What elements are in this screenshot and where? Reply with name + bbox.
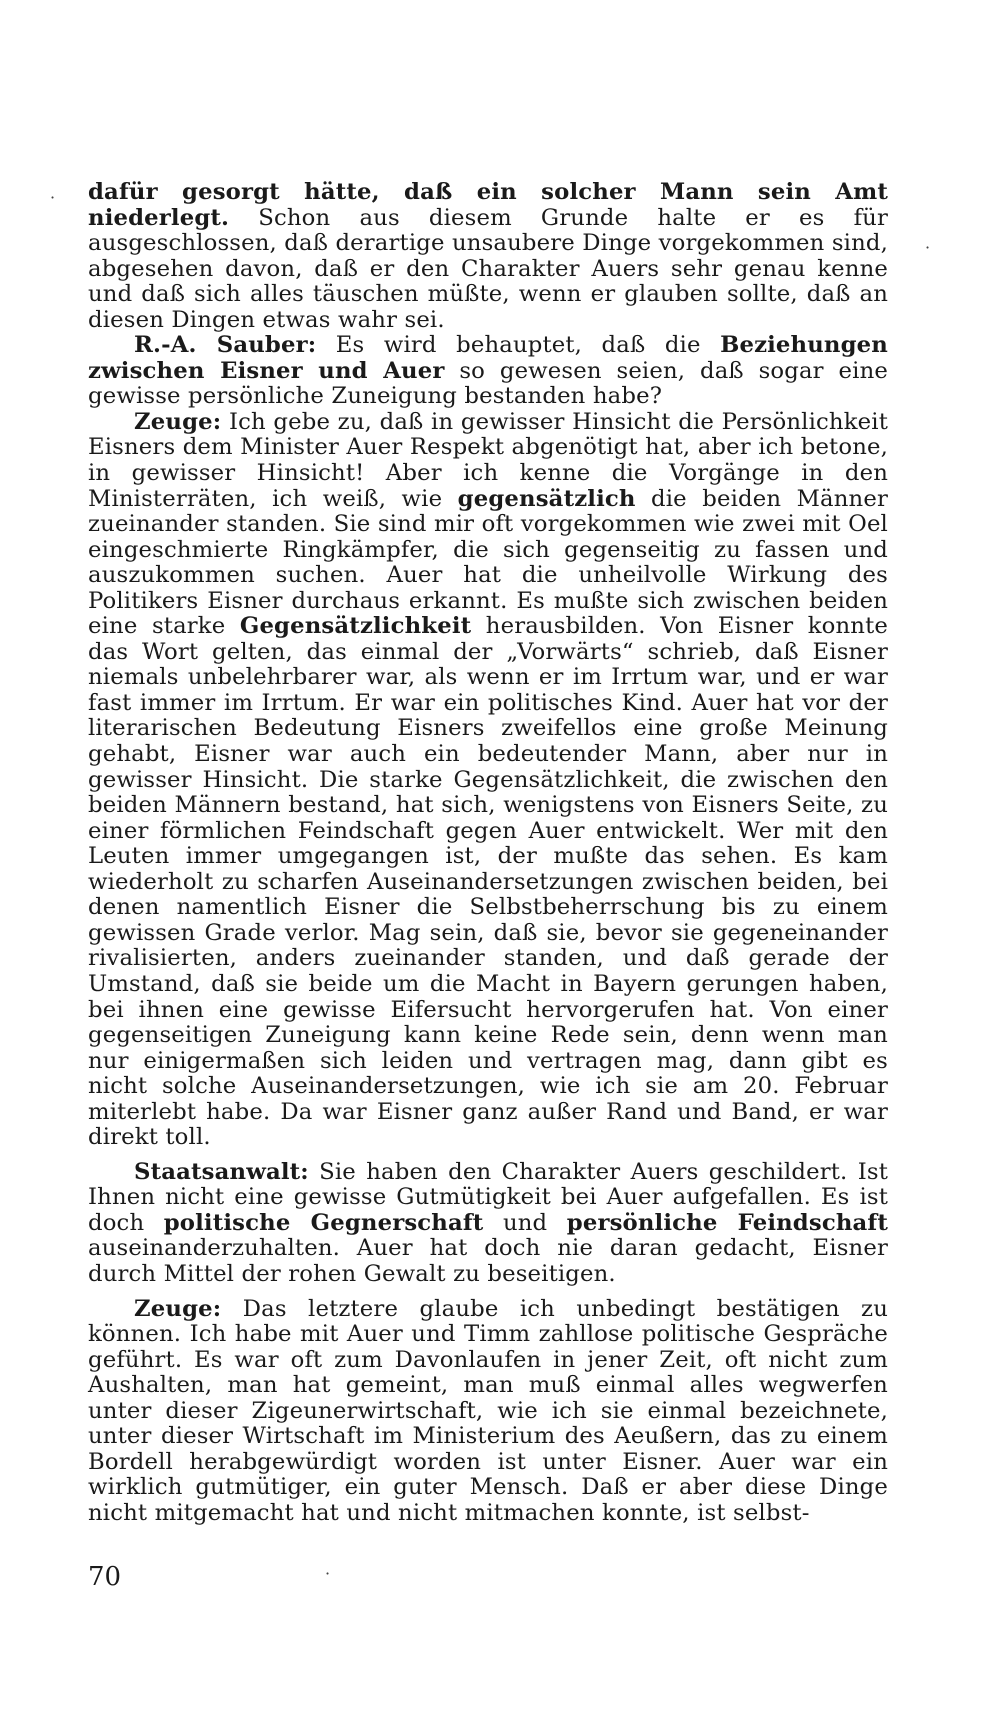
speaker-label: Zeuge: (134, 408, 222, 435)
speaker-label: R.-A. Sauber: (134, 332, 317, 359)
bold-phrase: Beziehungen zwischen Eisner und Auer (88, 332, 888, 384)
text-run: herausbilden. Von Eisner konnte das Wort gelten, das einmal der „Vorwärts“ schrieb, daß Eisner niemals unbelehrbarer war, als wenn er im Irrtum war, und er war fast immer im Irrtum. Er war ein politisches Kind. Auer hat vor der literarischen Bedeutung Eisners zweifellos eine große Meinung gehabt, Eisner war auch ein bedeutender Mann, aber nur in gewisser Hinsicht. Die starke Gegensätzlichkeit, die zwischen den beiden Männern bestand, hat sich, wenigstens von Eisners Seite, zu einer förmlichen Feindschaft gegen Auer entwickelt. Wer mit den Leuten immer umgegangen ist, der mußte das sehen. Es kam wiederholt zu scharfen Auseinandersetzungen zwischen beiden, bei denen namentlich Eisner die Selbstbeherrschung bis zu einem gewissen Grade verlor. Mag sein, daß sie, bevor sie gegeneinander rivalisierten, anders zueinander standen, und daß gerade der Umstand, daß sie beide um die Macht in Bayern gerungen haben, bei ihnen eine gewisse Eifersucht hervorgerufen hat. Von einer gegenseitigen Zuneigung kann keine Rede sein, denn wenn man nur einigermaßen sich leiden und vertragen mag, dann gibt es nicht solche Auseinandersetzungen, wie ich sie am 20. Februar miterlebt habe. Da war Eisner ganz außer Rand und Band, er war direkt toll. (88, 613, 889, 1151)
text-run: auseinanderzuhalten. Auer hat doch nie daran gedacht, Eisner durch Mittel der rohen Gewalt zu beseitigen. (88, 1235, 888, 1287)
paragraph-witness-answer-2 (88, 1297, 888, 1527)
bold-phrase: gegensätzlich (457, 485, 636, 512)
speaker-label: Zeuge: (134, 1295, 222, 1322)
text-run: Das letztere glaube ich unbedingt bestätigen zu können. Ich habe mit Auer und Timm zahllose politische Gespräche geführt. Es war oft zum Davonlaufen in jener Zeit, oft nicht zum Aushalten, man hat gemeint, man muß einmal alles wegwerfen unter dieser Zigeunerwirtschaft, wie ich sie einmal bezeichnete, unter dieser Wirtschaft im Ministerium des Aeußern, das zu einem Bordell herabgewürdigt worden ist unter Eisner. Auer war ein wirklich gutmütiger, ein guter Mensch. Daß er aber diese Dinge nicht mitgemacht hat und nicht mitmachen konnte, ist selbst- (88, 1295, 888, 1526)
text-run: die beiden Männer zueinander standen. Sie sind mir oft vorgekommen wie zwei mit Oel eingeschmierte Ringkämpfer, die sich gegenseitig zu fassen und auszukommen suchen. Auer hat die unheilvolle Wirkung des Politikers Eisner durchaus erkannt. Es mußte sich zwischen beiden eine starke (88, 485, 888, 640)
bold-phrase: politische Gegnerschaft (163, 1209, 484, 1236)
paragraph-prosecutor (88, 1160, 888, 1288)
print-speck: · (925, 238, 931, 257)
text-run: Es wird behauptet, daß die (316, 332, 721, 359)
text-run: Schon aus diesem Grunde halte er es für ausgeschlossen, daß derartige unsaubere Dinge vorgekommen sind, abgesehen davon, daß er den Charakter Auers sehr genau kenne und daß sich alles täuschen müßte, wenn er glauben sollte, daß an diesen Dingen etwas wahr sei. (88, 204, 888, 333)
paragraph-witness-answer (88, 410, 888, 1151)
paragraph-continuation (88, 180, 888, 333)
speaker-label: Staatsanwalt: (134, 1158, 309, 1185)
print-speck: · (325, 1564, 331, 1583)
body-text (88, 180, 888, 1526)
text-run: und (483, 1209, 567, 1236)
text-run: Sie haben den Charakter Auers geschildert. Ist Ihnen nicht eine gewisse Gutmütigkeit bei Auer aufgefallen. Es ist doch (88, 1158, 888, 1236)
bold-phrase: dafür gesorgt hätte, daß ein solcher Mann sein Amt niederlegt. (88, 179, 888, 231)
text-run: Ich gebe zu, daß in gewisser Hinsicht die Persönlichkeit Eisners dem Minister Auer Respekt abgenötigt hat, aber ich betone, in gewisser Hinsicht! Aber ich kenne die Vorgänge in den Ministerräten, ich weiß, wie (88, 408, 888, 512)
page-number: 70 (88, 1562, 122, 1592)
bold-phrase: Gegensätzlichkeit (239, 613, 472, 640)
text-run: so gewesen seien, daß sogar eine gewisse persönliche Zuneigung bestanden habe? (88, 357, 888, 410)
bold-phrase: persönliche Feindschaft (566, 1209, 888, 1236)
print-speck: · (50, 188, 56, 207)
paragraph-question-sauber (88, 333, 888, 410)
